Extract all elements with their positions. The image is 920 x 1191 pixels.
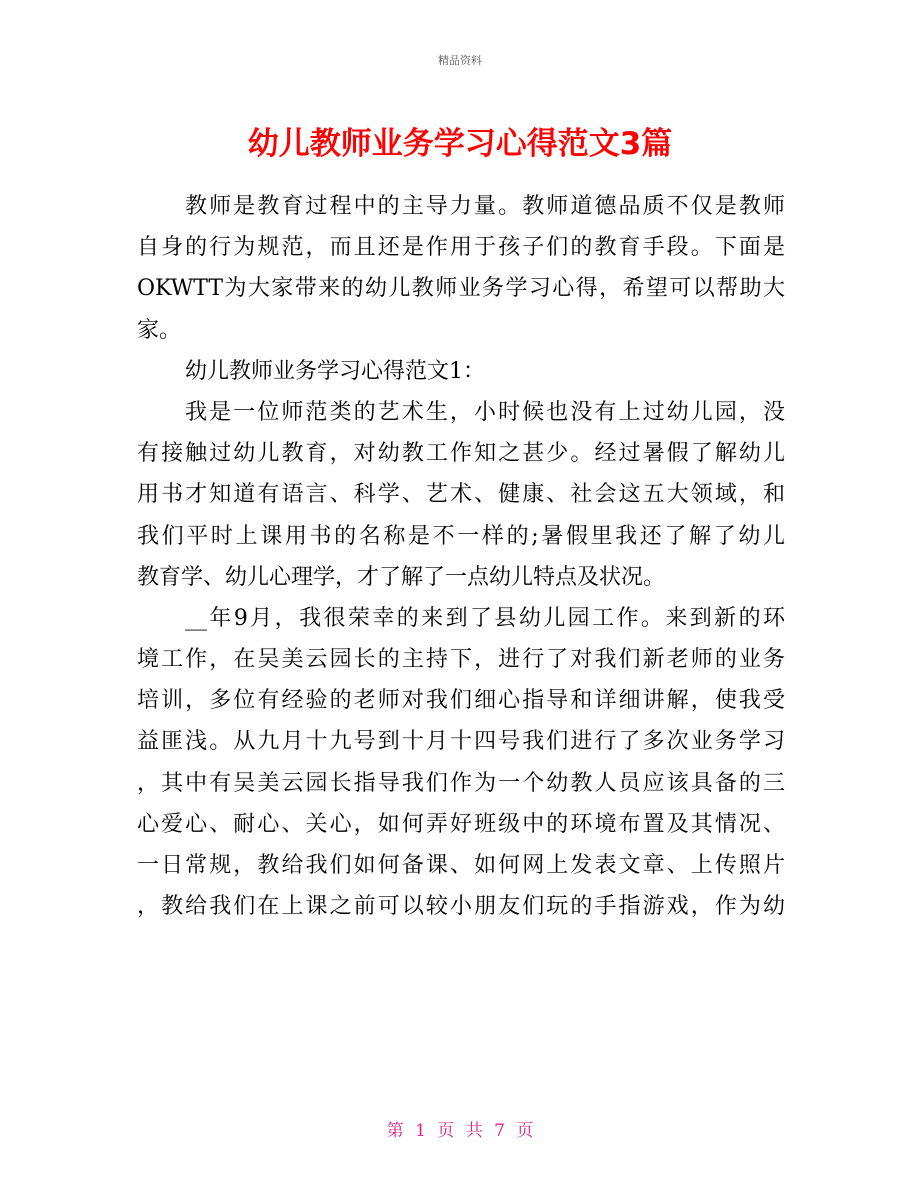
text-line: 教师是教育过程中的主导力量。教师道德品质不仅是教师 [185, 194, 785, 219]
text-line: 自身的行为规范，而且还是作用于孩子们的教育手段。下面是 [137, 235, 785, 261]
page-footer: 第 1 页 共 7 页 [386, 1121, 534, 1141]
text-line: __年9月，我很荣幸的来到了县幼儿园工作。来到新的环 [185, 605, 785, 631]
text-line: ，教给我们在上课之前可以较小朋友们玩的手指游戏，作为幼 [137, 894, 785, 920]
text-line: 一日常规，教给我们如何备课、如何网上发表文章、上传照片 [137, 853, 785, 878]
text-line: 家。 [137, 317, 182, 343]
text-line: 益匪浅。从九月十九号到十月十四号我们进行了多次业务学习 [137, 729, 785, 755]
text-line: 有接触过幼儿教育，对幼教工作知之甚少。经过暑假了解幼儿 [137, 441, 785, 467]
text-line: OKWTT为大家带来的幼儿教师业务学习心得，希望可以帮助大 [137, 276, 785, 302]
text-line: 教育学、幼儿心理学，才了解了一点幼儿特点及状况。 [137, 564, 666, 590]
section-heading: 幼儿教师业务学习心得范文1： [185, 358, 485, 384]
text-line: 我是一位师范类的艺术生，小时候也没有上过幼儿园，没 [185, 399, 785, 425]
text-line: 境工作，在吴美云园长的主持下，进行了对我们新老师的业务 [137, 647, 785, 673]
text-line: 心爱心、耐心、关心，如何弄好班级中的环境布置及其情况、 [137, 811, 785, 837]
document-title: 幼儿教师业务学习心得范文3篇 [247, 126, 673, 162]
page-header: 精品资料 [438, 54, 482, 67]
text-line: 用书才知道有语言、科学、艺术、健康、社会这五大领域，和 [137, 482, 785, 508]
text-line: 我们平时上课用书的名称是不一样的;暑假里我还了解了幼儿 [137, 523, 785, 549]
document-body [137, 186, 785, 927]
text-line: ，其中有吴美云园长指导我们作为一个幼教人员应该具备的三 [137, 770, 785, 796]
text-line: 培训，多位有经验的老师对我们细心指导和详细讲解，使我受 [137, 688, 785, 714]
